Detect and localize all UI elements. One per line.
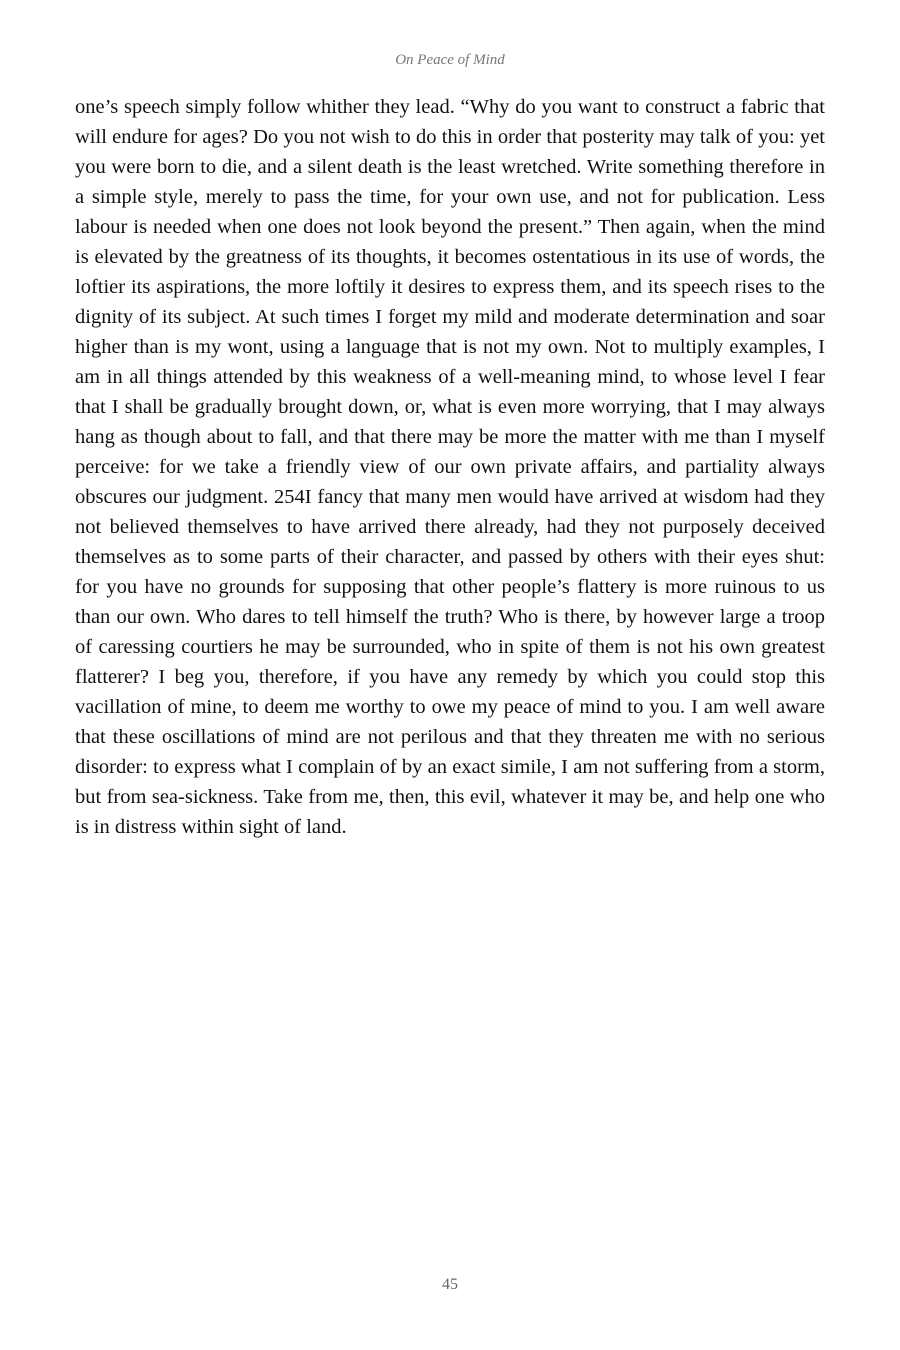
running-header-title: On Peace of Mind bbox=[395, 52, 505, 68]
page-number: 45 bbox=[442, 1276, 458, 1293]
body-paragraph: one’s speech simply follow whither they lead. “Why do you want to construct a fabric that will endure for ages? Do you not wish to do this in order that posterity may talk of you: yet you were born to die, and a silent death is the least wretched. Write something therefore in a simple style, merely to pass the time, for your own use, and not for publication. Less labour is needed when one does not look beyond the present.” Then again, when the mind is elevated by the greatness of its thoughts, it becomes ostentatious in its use of words, the loftier its aspirations, the more loftily it desires to express them, and its speech rises to the dignity of its subject. At such times I forget my mild and moderate determination and soar higher than is my wont, using a language that is not my own. Not to multiply examples, I am in all things attended by this weakness of a well-meaning mind, to whose level I fear that I shall be gradually brought down, or, what is even more worrying, that I may always hang as though about to fall, and that there may be more the matter with me than I myself perceive: for we take a friendly view of our own private affairs, and partiality always obscures our judgment. 254I fancy that many men would have arrived at wisdom had they not believed themselves to have arrived there already, had they not purposely deceived themselves as to some parts of their character, and passed by others with their eyes shut: for you have no grounds for supposing that other people’s flattery is more ruinous to us than our own. Who dares to tell himself the truth? Who is there, by however large a troop of caressing courtiers he may be surrounded, who in spite of them is not his own greatest flatterer? I beg you, therefore, if you have any remedy by which you could stop this vacillation of mine, to deem me worthy to owe my peace of mind to you. I am well aware that these oscillations of mind are not perilous and that they threaten me with no serious disorder: to express what I complain of by an exact simile, I am not suffering from a storm, but from sea-sickness. Take from me, then, this evil, whatever it may be, and help one who is in distress within sight of land. bbox=[75, 96, 825, 838]
